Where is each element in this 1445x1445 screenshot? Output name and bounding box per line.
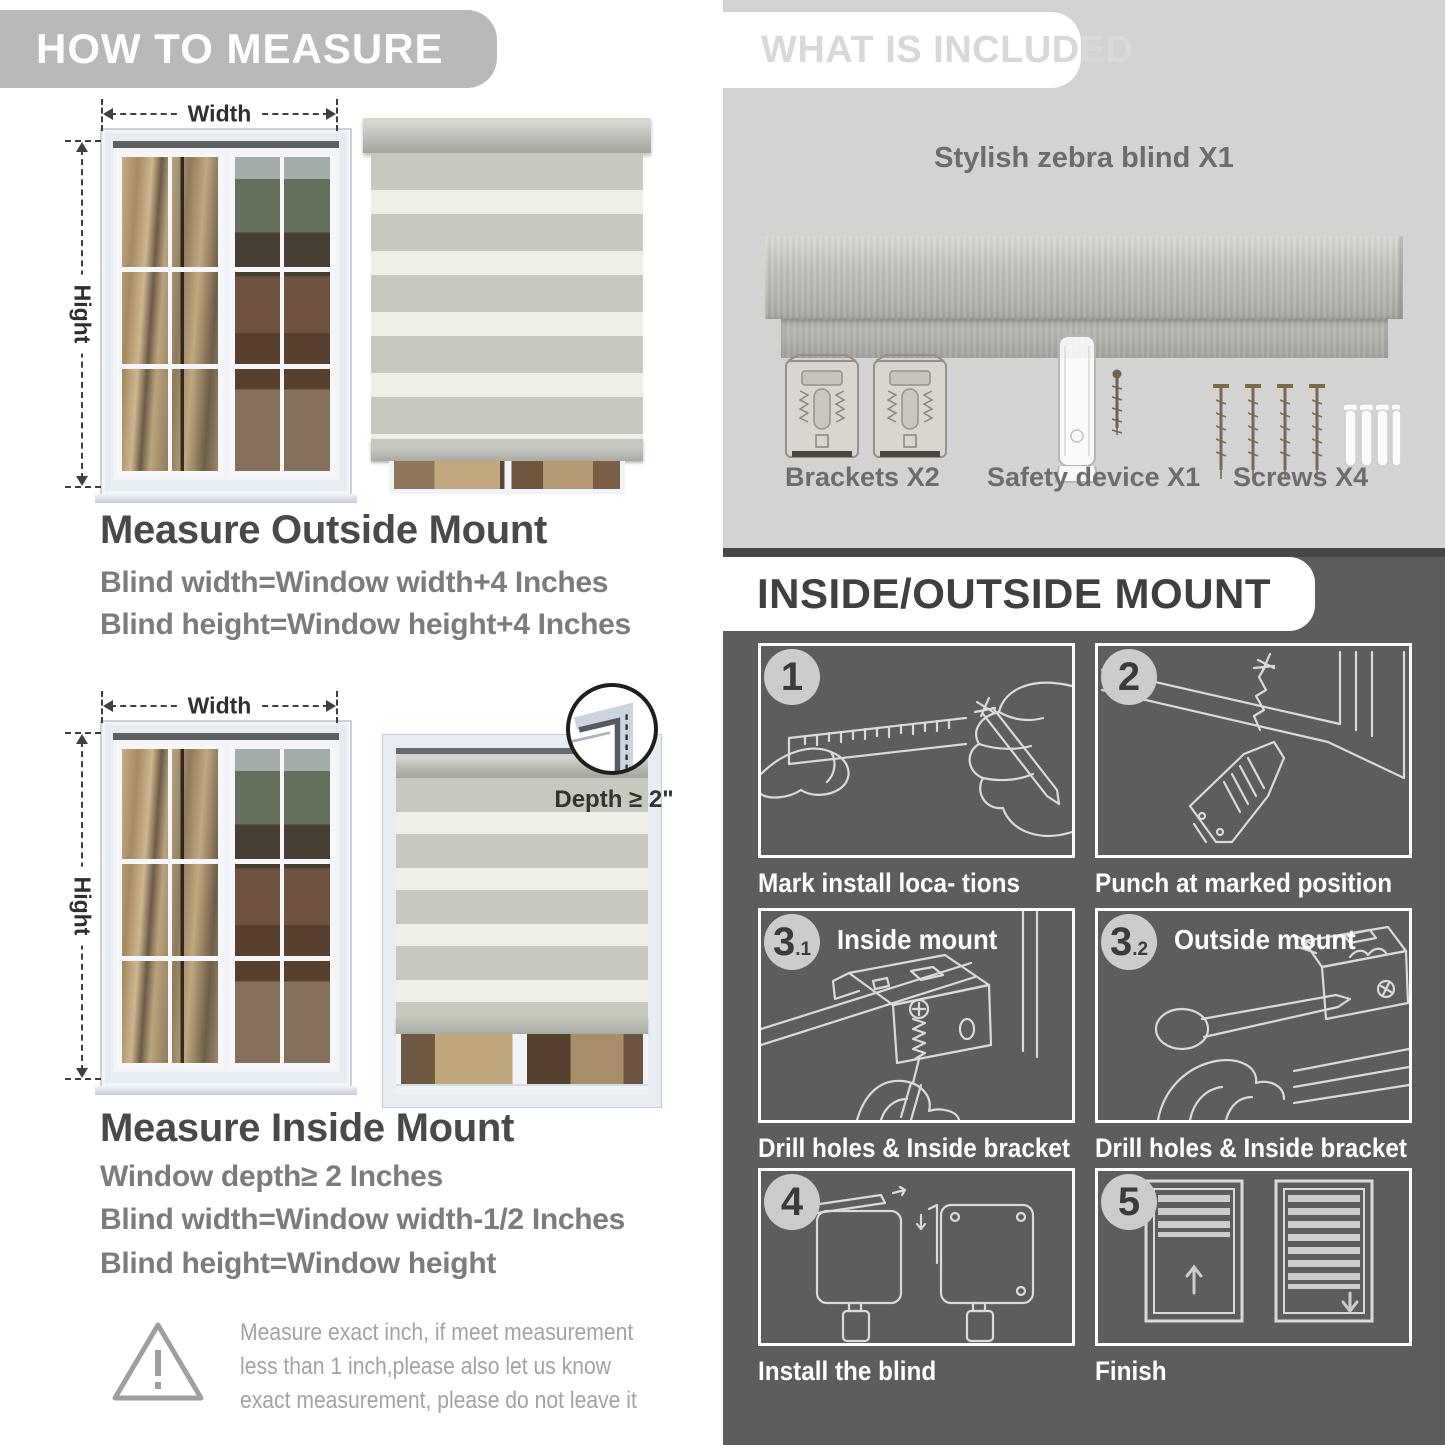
window-under-blind (389, 461, 625, 494)
what-is-included-title: WHAT IS INCLUDED (761, 28, 1134, 71)
window-casement-left (116, 743, 224, 1069)
window-sill (396, 1084, 648, 1094)
step-3-2-badge: 3 .2 (1101, 914, 1157, 970)
brackets-label: Brackets X2 (785, 462, 940, 492)
how-to-measure-section (0, 0, 722, 1445)
inside-mount-title: Measure Inside Mount (100, 1106, 515, 1150)
depth-magnifier-icon (566, 683, 658, 775)
step-1-illustration (758, 643, 1075, 858)
what-is-included-section (723, 0, 1445, 548)
height-arrow-inside (69, 734, 96, 1078)
step-1 (758, 643, 1075, 899)
how-to-measure-title: HOW TO MEASURE (36, 25, 444, 72)
step-2-illustration (1095, 643, 1412, 858)
mount-title: INSIDE/OUTSIDE MOUNT (757, 570, 1272, 617)
step-3-1-caption: Drill holes & Inside bracket (758, 1133, 1070, 1163)
safety-device-label: Safety device X1 (987, 462, 1201, 492)
outside-mount-line-1: Blind width=Window width+4 Inches (100, 566, 609, 599)
step-4 (758, 1168, 1075, 1387)
inside-mount-line-1: Window depth≥ 2 Inches (100, 1160, 443, 1193)
step-5-caption: Finish (1095, 1356, 1167, 1386)
window-casement-right (229, 151, 337, 477)
step-3-2-title: Outside mount (1174, 924, 1356, 955)
width-label-inside: Width (178, 693, 262, 720)
window-photo-inside (100, 720, 352, 1088)
step-3-1-title: Inside mount (837, 924, 998, 955)
window-reveal (113, 733, 339, 1072)
step-3-1-illustration (758, 908, 1075, 1123)
zebra-blind-outside-photo (363, 118, 651, 494)
step-4-badge: 4 (764, 1174, 820, 1230)
step-5-badge: 5 (1101, 1174, 1157, 1230)
depth-label: Depth ≥ 2" (554, 786, 674, 813)
width-arrow-inside (103, 692, 336, 719)
blind-item-label: Stylish zebra blind X1 (934, 142, 1234, 174)
mount-header (723, 557, 1315, 631)
step-4-illustration (758, 1168, 1075, 1346)
step-1-badge: 1 (764, 649, 820, 705)
step-3-2-illustration (1095, 908, 1412, 1123)
step-4-caption: Install the blind (758, 1356, 937, 1386)
height-label-outside: Hight (69, 275, 96, 354)
warning-icon (108, 1318, 208, 1404)
window-under-blind (396, 1034, 648, 1084)
headrail-image (765, 236, 1403, 319)
blind-bottomrail (396, 1016, 648, 1034)
height-arrow-outside (69, 142, 96, 486)
right-column (723, 0, 1445, 1445)
measure-note: Measure exact inch, if meet measurement less than 1 inch,please also let us know exact measurement, please do not leave it (240, 1319, 637, 1415)
brackets-image (781, 350, 951, 472)
window-photo-outside (100, 128, 352, 496)
step-3-2-caption: Drill holes & Inside bracket (1095, 1133, 1407, 1163)
mount-instructions-section (723, 548, 1445, 1445)
window-reveal (113, 141, 339, 480)
step-2-badge: 2 (1101, 649, 1157, 705)
step-3-1 (758, 908, 1075, 1164)
width-label-outside: Width (178, 101, 262, 128)
blind-headrail (363, 118, 651, 153)
step-1-caption: Mark install loca- tions (758, 868, 1020, 898)
window-casement-left (116, 151, 224, 477)
blind-stripes (371, 153, 643, 439)
window-casement-right (229, 743, 337, 1069)
inside-mount-line-2: Blind width=Window width-1/2 Inches (100, 1203, 626, 1236)
step-5-illustration (1095, 1168, 1412, 1346)
width-arrow-outside (103, 100, 336, 127)
blind-bottomrail (371, 439, 643, 461)
step-2-caption: Punch at marked position (1095, 868, 1393, 898)
step-3-1-badge: 3 .1 (764, 914, 820, 970)
screws-label: Screws X4 (1233, 462, 1369, 492)
outside-mount-title: Measure Outside Mount (100, 508, 548, 552)
step-5 (1095, 1168, 1412, 1387)
step-2 (1095, 643, 1412, 899)
step-3-2 (1095, 908, 1412, 1164)
height-label-inside: Hight (69, 867, 96, 946)
section-divider (723, 548, 1445, 557)
inside-mount-line-3: Blind height=Window height (100, 1247, 497, 1280)
outside-mount-line-2: Blind height=Window height+4 Inches (100, 608, 631, 641)
how-to-measure-header (0, 10, 497, 88)
what-is-included-header (723, 12, 1134, 88)
